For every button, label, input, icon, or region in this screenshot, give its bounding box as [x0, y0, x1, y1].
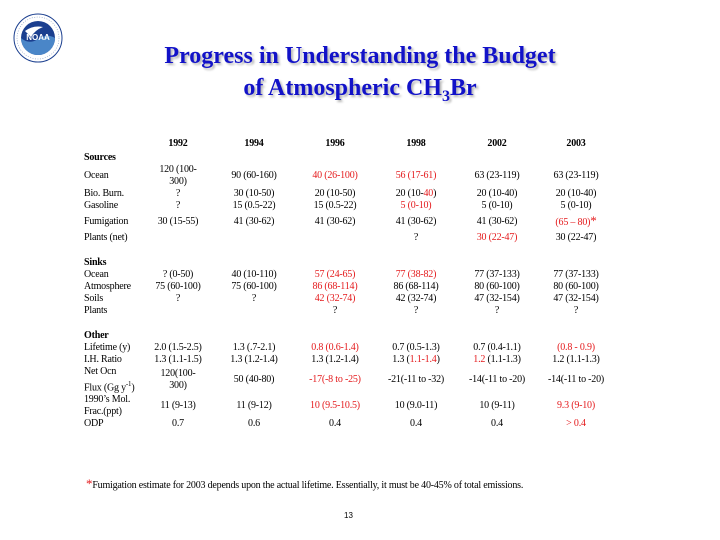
table-cell [144, 232, 212, 244]
table-cell: 10 (9-11) [479, 400, 515, 412]
table-cell: ? (0-50) [162, 269, 194, 280]
table-cell: 20 (10-40) [476, 188, 518, 199]
table-cell: ? [413, 305, 419, 316]
footnote-text: Fumigation estimate for 2003 depends upon the actual lifetime. Essentially, it must be 40-45% of total emissions. [92, 480, 524, 491]
table-cell: 75 (60-100) [231, 281, 277, 292]
table-cell: 20 (10-40) [555, 188, 597, 199]
table-cell: 1.3 (1.2-1.4) [311, 354, 359, 365]
year-header: 1996 [325, 138, 345, 149]
table-cell: 15 (0.5-22) [232, 200, 276, 211]
table-cell: 11 (9-12) [236, 400, 272, 412]
table-cell: 0.4 [329, 418, 341, 430]
table-cell: 1.2 (1.1-1.3) [552, 354, 600, 365]
table-cell: 77 (37-133) [474, 269, 520, 280]
table-cell: > 0.4 [566, 418, 586, 430]
table-cell [212, 305, 296, 317]
table-cell: 20 (10-40) [395, 188, 437, 199]
table-row [84, 200, 616, 212]
row-label: ODP [84, 418, 104, 430]
table-cell: 80 (60-100) [553, 281, 599, 292]
section-row [84, 257, 616, 269]
table-cell: 1.3 (1.2-1.4) [230, 354, 278, 365]
table-cell: 2.0 (1.5-2.5) [154, 342, 202, 353]
table-cell: -14(-11 to -20) [547, 374, 605, 386]
year-header-row [84, 136, 616, 152]
budget-table [84, 136, 616, 430]
section-label-sources: Sources [84, 152, 116, 163]
table-cell: 1.2 (1.1-1.3) [473, 354, 521, 365]
row-label: Gasoline [84, 200, 118, 211]
table-cell: 120(100- 300) [160, 368, 196, 392]
table-cell: 77 (38-82) [395, 269, 437, 280]
table-cell: (65 – 80)* [555, 213, 597, 228]
table-row [84, 342, 616, 354]
table-cell: 57 (24-65) [314, 269, 356, 280]
table-cell: 41 (30-62) [395, 216, 437, 227]
row-label: Plants [84, 305, 108, 316]
table-row [84, 164, 616, 188]
table-cell: 41 (30-62) [314, 216, 356, 227]
table-row [84, 354, 616, 366]
row-label: Ocean [84, 269, 109, 280]
table-cell [212, 232, 296, 244]
table-cell: 120 (100- 300) [159, 164, 197, 187]
table-cell: ? [251, 293, 257, 304]
row-label: Bio. Burn. [84, 188, 124, 199]
row-label: Net Ocn Flux (Gg $y^{-1}$) [84, 366, 135, 394]
year-header: 1992 [168, 138, 188, 149]
table-cell: 80 (60-100) [474, 281, 520, 292]
table-row [84, 293, 616, 305]
table-cell: 1.3 (.7-2.1) [232, 342, 276, 353]
table-cell: 40 (10-110) [231, 269, 277, 280]
footnote [86, 476, 523, 492]
table-cell: 40 (26-100) [312, 170, 358, 181]
table-cell: 63 (23-119) [474, 170, 520, 181]
title-subscript: 3 [441, 87, 450, 105]
table-cell: 75 (60-100) [155, 281, 201, 292]
table-cell: ? [332, 305, 338, 316]
table-cell: -17(-8 to -25) [309, 374, 361, 386]
table-cell: 42 (32-74) [395, 293, 437, 304]
table-cell: ? [175, 200, 181, 211]
table-cell: 56 (17-61) [395, 170, 437, 181]
logo-text: NOAA [26, 33, 50, 42]
table-cell: (0.8 - 0.9) [557, 342, 595, 353]
title-suffix: Br [449, 75, 477, 101]
section-label-other: Other [84, 330, 109, 341]
table-cell: 41 (30-62) [476, 216, 518, 227]
table-cell: 5 (0-10) [560, 200, 592, 211]
table-cell: 77 (37-133) [553, 269, 599, 280]
footnote-asterisk: * [86, 476, 93, 491]
table-row [84, 212, 616, 232]
row-label: Lifetime (y) [84, 342, 131, 353]
table-cell: 47 (32-154) [474, 293, 520, 304]
table-cell: 86 (68-114) [312, 281, 358, 292]
table-cell: 5 (0-10) [481, 200, 513, 211]
table-cell: 90 (60-160) [231, 170, 277, 181]
row-label: Atmosphere [84, 281, 131, 292]
footnote-marker: * [590, 213, 597, 228]
table-cell: 1.3 (1.1-1.4) [392, 354, 440, 365]
section-label-sinks: Sinks [84, 257, 107, 268]
page-number: 13 [344, 511, 353, 520]
table-cell: 86 (68-114) [393, 281, 439, 292]
table-cell: -21(-11 to -32) [387, 374, 445, 386]
table-row [84, 366, 616, 394]
table-row [84, 188, 616, 200]
noaa-logo [13, 13, 63, 63]
row-label: Fumigation [84, 216, 129, 227]
title-line-2 [70, 72, 650, 113]
table-cell: 30 (22-47) [555, 232, 597, 243]
table-cell: 30 (15-55) [157, 216, 199, 227]
table-cell: 5 (0-10) [400, 200, 432, 211]
table-row [84, 418, 616, 430]
year-header: 2003 [566, 138, 586, 149]
section-row [84, 330, 616, 342]
table-cell: 10 (9.0-11) [394, 400, 438, 412]
table-cell: 0.8 (0.6-1.4) [311, 342, 359, 353]
title-line-1: Progress in Understanding the Budget [164, 43, 556, 69]
table-row [84, 232, 616, 244]
row-label: Ocean [84, 170, 109, 181]
table-cell: 30 (10-50) [233, 188, 275, 199]
table-cell: 11 (9-13) [160, 400, 196, 412]
row-label: I.H. Ratio [84, 354, 122, 365]
title-line-2-text: of Atmospheric CH [243, 75, 442, 101]
year-header: 2002 [487, 138, 507, 149]
table-cell: 30 (22-47) [476, 232, 518, 243]
table-cell: 0.7 [172, 418, 184, 430]
table-row [84, 394, 616, 418]
table-cell: 0.7 (0.4-1.1) [473, 342, 521, 353]
table-cell: 0.6 [248, 418, 260, 430]
table-cell: ? [175, 293, 181, 304]
row-label: Plants (net) [84, 232, 128, 243]
table-cell: 63 (23-119) [553, 170, 599, 181]
table-cell: 0.7 (0.5-1.3) [392, 342, 440, 353]
row-label: Soils [84, 293, 104, 304]
table-cell: 42 (32-74) [314, 293, 356, 304]
table-row [84, 281, 616, 293]
year-header: 1994 [244, 138, 264, 149]
table-cell: 0.4 [491, 418, 503, 430]
section-row [84, 152, 616, 164]
table-cell: ? [413, 232, 419, 243]
table-cell: 47 (32-154) [553, 293, 599, 304]
table-cell: ? [175, 188, 181, 199]
table-row [84, 269, 616, 281]
table-cell: ? [494, 305, 500, 316]
table-cell [144, 305, 212, 317]
table-cell: 20 (10-50) [314, 188, 356, 199]
table-cell: ? [573, 305, 579, 316]
table-row [84, 305, 616, 317]
table-cell: 9.3 (9-10) [557, 400, 595, 412]
year-header: 1998 [406, 138, 426, 149]
table-cell: 41 (30-62) [233, 216, 275, 227]
noaa-logo-icon [13, 13, 63, 63]
table-cell [296, 232, 374, 244]
table-cell: 50 (40-80) [233, 374, 275, 386]
row-label: 1990’s Mol. Frac.(ppt) [84, 394, 131, 418]
table-cell: 15 (0.5-22) [313, 200, 357, 211]
table-cell: 1.3 (1.1-1.5) [154, 354, 202, 365]
table-cell: 10 (9.5-10.5) [310, 400, 360, 412]
table-cell: -14(-11 to -20) [468, 374, 526, 386]
table-cell: 0.4 [410, 418, 422, 430]
page-title [70, 40, 650, 113]
